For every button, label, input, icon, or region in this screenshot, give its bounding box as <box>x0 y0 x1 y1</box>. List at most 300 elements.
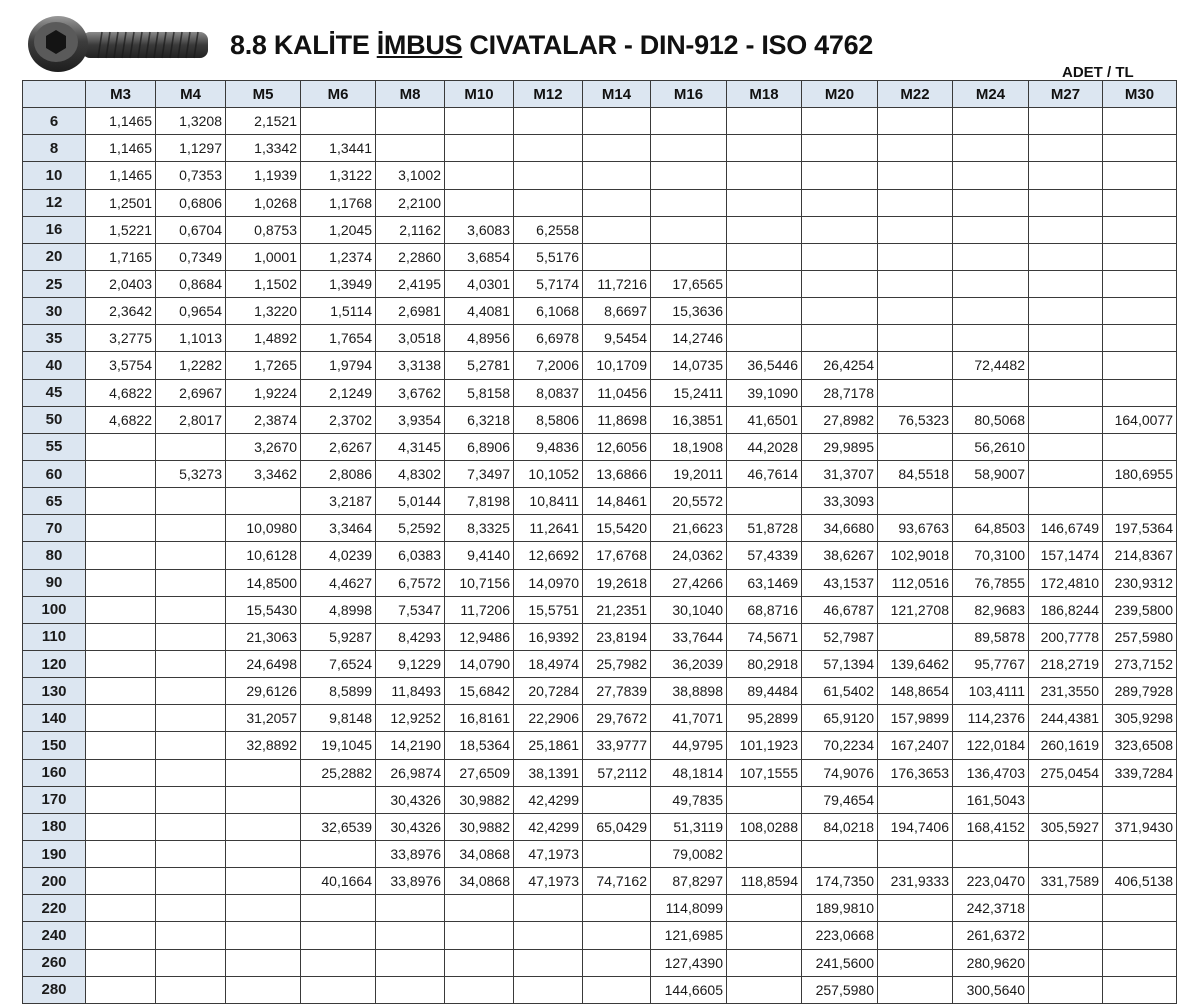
price-cell: 305,9298 <box>1103 705 1177 732</box>
price-cell <box>1029 189 1103 216</box>
price-cell: 1,3342 <box>226 135 301 162</box>
price-cell <box>445 135 514 162</box>
price-cell: 51,3119 <box>651 813 727 840</box>
price-cell <box>878 270 953 297</box>
table-row <box>23 569 1177 596</box>
length-cell: 70 <box>23 515 86 542</box>
price-cell <box>445 189 514 216</box>
price-cell <box>802 135 878 162</box>
price-cell <box>514 135 583 162</box>
length-cell: 260 <box>23 949 86 976</box>
price-cell: 1,1939 <box>226 162 301 189</box>
price-cell: 7,2006 <box>514 352 583 379</box>
price-cell <box>1103 135 1177 162</box>
price-cell <box>1029 488 1103 515</box>
price-cell <box>727 243 802 270</box>
price-cell: 19,2011 <box>651 460 727 487</box>
price-cell <box>878 949 953 976</box>
price-cell <box>1029 786 1103 813</box>
price-cell: 30,4326 <box>376 813 445 840</box>
price-cell: 74,9076 <box>802 759 878 786</box>
price-cell <box>156 488 226 515</box>
price-cell <box>156 732 226 759</box>
price-cell <box>1029 949 1103 976</box>
price-cell <box>86 922 156 949</box>
price-cell <box>445 162 514 189</box>
price-cell <box>1103 325 1177 352</box>
price-cell: 2,2100 <box>376 189 445 216</box>
price-cell: 15,6842 <box>445 678 514 705</box>
price-cell <box>953 135 1029 162</box>
price-cell: 0,6704 <box>156 216 226 243</box>
price-cell <box>301 949 376 976</box>
column-header: M8 <box>376 81 445 108</box>
table-row <box>23 243 1177 270</box>
table-row <box>23 135 1177 162</box>
price-cell: 2,0403 <box>86 270 156 297</box>
price-cell <box>1103 243 1177 270</box>
price-cell <box>878 786 953 813</box>
price-cell: 16,9392 <box>514 623 583 650</box>
price-cell: 0,6806 <box>156 189 226 216</box>
price-cell: 74,5671 <box>727 623 802 650</box>
price-cell: 57,4339 <box>727 542 802 569</box>
price-cell: 3,3462 <box>226 460 301 487</box>
price-cell: 164,0077 <box>1103 406 1177 433</box>
price-cell: 36,5446 <box>727 352 802 379</box>
table-row <box>23 379 1177 406</box>
price-cell: 1,0268 <box>226 189 301 216</box>
price-cell <box>727 298 802 325</box>
price-cell: 56,2610 <box>953 433 1029 460</box>
price-cell: 29,6126 <box>226 678 301 705</box>
price-cell <box>878 488 953 515</box>
price-cell <box>727 976 802 1003</box>
price-cell: 38,8898 <box>651 678 727 705</box>
price-cell <box>878 325 953 352</box>
price-cell: 114,8099 <box>651 895 727 922</box>
price-cell <box>86 976 156 1003</box>
price-cell <box>583 162 651 189</box>
price-cell: 127,4390 <box>651 949 727 976</box>
price-cell: 14,2190 <box>376 732 445 759</box>
price-cell <box>301 976 376 1003</box>
table-row <box>23 433 1177 460</box>
price-cell: 89,5878 <box>953 623 1029 650</box>
price-cell <box>156 542 226 569</box>
price-cell: 29,7672 <box>583 705 651 732</box>
price-cell: 95,7767 <box>953 650 1029 677</box>
price-cell <box>802 325 878 352</box>
price-cell: 5,5176 <box>514 243 583 270</box>
table-row <box>23 460 1177 487</box>
price-cell <box>953 243 1029 270</box>
price-cell: 7,3497 <box>445 460 514 487</box>
price-cell <box>226 840 301 867</box>
price-cell: 5,3273 <box>156 460 226 487</box>
price-cell: 257,5980 <box>802 976 878 1003</box>
price-cell: 3,6762 <box>376 379 445 406</box>
price-cell <box>651 108 727 135</box>
price-cell <box>878 189 953 216</box>
price-cell: 18,4974 <box>514 650 583 677</box>
price-cell <box>156 759 226 786</box>
price-cell: 58,9007 <box>953 460 1029 487</box>
price-cell: 161,5043 <box>953 786 1029 813</box>
price-cell: 14,0735 <box>651 352 727 379</box>
price-cell <box>878 162 953 189</box>
price-cell: 32,6539 <box>301 813 376 840</box>
price-cell <box>878 623 953 650</box>
column-header: M4 <box>156 81 226 108</box>
price-cell <box>86 840 156 867</box>
price-cell: 176,3653 <box>878 759 953 786</box>
table-row <box>23 732 1177 759</box>
price-cell: 4,0301 <box>445 270 514 297</box>
price-cell: 5,0144 <box>376 488 445 515</box>
price-cell <box>301 108 376 135</box>
price-cell: 112,0516 <box>878 569 953 596</box>
price-cell: 1,1465 <box>86 108 156 135</box>
price-cell: 4,4081 <box>445 298 514 325</box>
price-cell: 180,6955 <box>1103 460 1177 487</box>
length-cell: 160 <box>23 759 86 786</box>
price-cell <box>953 270 1029 297</box>
price-cell: 172,4810 <box>1029 569 1103 596</box>
price-cell <box>445 976 514 1003</box>
price-cell: 17,6768 <box>583 542 651 569</box>
price-cell: 34,6680 <box>802 515 878 542</box>
price-cell: 4,6822 <box>86 406 156 433</box>
price-cell: 14,0790 <box>445 650 514 677</box>
price-cell <box>1103 216 1177 243</box>
price-cell: 1,1768 <box>301 189 376 216</box>
price-cell: 339,7284 <box>1103 759 1177 786</box>
header-corner-cell <box>23 81 86 108</box>
price-cell: 30,9882 <box>445 786 514 813</box>
length-cell: 150 <box>23 732 86 759</box>
table-row <box>23 216 1177 243</box>
price-cell: 0,7353 <box>156 162 226 189</box>
price-cell: 3,6083 <box>445 216 514 243</box>
price-cell: 7,8198 <box>445 488 514 515</box>
price-cell: 101,1923 <box>727 732 802 759</box>
price-cell <box>727 840 802 867</box>
price-cell: 48,1814 <box>651 759 727 786</box>
price-cell: 2,3874 <box>226 406 301 433</box>
price-cell: 23,8194 <box>583 623 651 650</box>
table-row <box>23 759 1177 786</box>
price-cell <box>583 216 651 243</box>
price-cell: 2,3642 <box>86 298 156 325</box>
price-cell <box>156 786 226 813</box>
table-row <box>23 705 1177 732</box>
price-cell: 289,7928 <box>1103 678 1177 705</box>
price-cell <box>802 243 878 270</box>
price-cell: 3,9354 <box>376 406 445 433</box>
price-cell <box>1029 352 1103 379</box>
price-cell: 2,8086 <box>301 460 376 487</box>
price-cell <box>1103 162 1177 189</box>
price-cell <box>1029 379 1103 406</box>
price-cell <box>1029 108 1103 135</box>
price-cell: 1,5114 <box>301 298 376 325</box>
price-cell: 9,4140 <box>445 542 514 569</box>
price-cell: 1,4892 <box>226 325 301 352</box>
price-cell: 28,7178 <box>802 379 878 406</box>
price-cell: 30,9882 <box>445 813 514 840</box>
price-cell: 200,7778 <box>1029 623 1103 650</box>
price-cell <box>226 786 301 813</box>
price-cell: 61,5402 <box>802 678 878 705</box>
price-cell <box>953 840 1029 867</box>
price-cell: 5,2592 <box>376 515 445 542</box>
price-cell <box>86 868 156 895</box>
price-cell: 41,6501 <box>727 406 802 433</box>
length-cell: 50 <box>23 406 86 433</box>
price-cell: 6,3218 <box>445 406 514 433</box>
price-cell: 6,1068 <box>514 298 583 325</box>
price-cell: 51,8728 <box>727 515 802 542</box>
price-cell: 139,6462 <box>878 650 953 677</box>
price-cell: 8,0837 <box>514 379 583 406</box>
price-cell <box>376 135 445 162</box>
column-header: M6 <box>301 81 376 108</box>
price-cell: 108,0288 <box>727 813 802 840</box>
price-cell <box>727 895 802 922</box>
price-cell: 46,6787 <box>802 596 878 623</box>
price-cell <box>445 922 514 949</box>
table-row <box>23 108 1177 135</box>
price-cell: 24,6498 <box>226 650 301 677</box>
price-cell: 121,6985 <box>651 922 727 949</box>
length-cell: 200 <box>23 868 86 895</box>
price-cell: 1,1465 <box>86 135 156 162</box>
price-cell: 3,6854 <box>445 243 514 270</box>
price-cell <box>156 813 226 840</box>
price-cell: 168,4152 <box>953 813 1029 840</box>
length-cell: 12 <box>23 189 86 216</box>
price-cell: 6,0383 <box>376 542 445 569</box>
length-cell: 35 <box>23 325 86 352</box>
price-cell <box>86 705 156 732</box>
price-cell: 40,1664 <box>301 868 376 895</box>
price-cell: 1,1013 <box>156 325 226 352</box>
price-cell: 8,5806 <box>514 406 583 433</box>
price-cell: 76,7855 <box>953 569 1029 596</box>
price-cell: 257,5980 <box>1103 623 1177 650</box>
price-cell <box>376 976 445 1003</box>
price-cell <box>86 460 156 487</box>
price-cell: 42,4299 <box>514 786 583 813</box>
price-cell: 44,2028 <box>727 433 802 460</box>
table-row <box>23 895 1177 922</box>
price-cell <box>878 433 953 460</box>
price-cell: 19,2618 <box>583 569 651 596</box>
price-cell <box>301 840 376 867</box>
price-cell <box>156 596 226 623</box>
price-cell <box>583 189 651 216</box>
price-cell: 4,0239 <box>301 542 376 569</box>
price-cell: 22,2906 <box>514 705 583 732</box>
table-row <box>23 678 1177 705</box>
price-cell: 136,4703 <box>953 759 1029 786</box>
price-cell: 4,8956 <box>445 325 514 352</box>
price-cell: 1,2374 <box>301 243 376 270</box>
page-title: 8.8 KALİTE İMBUS CIVATALAR - DIN-912 - ISO 4762 <box>230 30 874 60</box>
price-cell: 122,0184 <box>953 732 1029 759</box>
price-cell <box>727 162 802 189</box>
price-cell: 1,2045 <box>301 216 376 243</box>
price-cell <box>878 840 953 867</box>
price-cell: 239,5800 <box>1103 596 1177 623</box>
price-cell: 6,7572 <box>376 569 445 596</box>
price-cell <box>86 488 156 515</box>
price-cell: 323,6508 <box>1103 732 1177 759</box>
price-cell: 33,7644 <box>651 623 727 650</box>
length-cell: 100 <box>23 596 86 623</box>
price-cell: 1,9224 <box>226 379 301 406</box>
price-cell: 3,2775 <box>86 325 156 352</box>
price-cell: 9,8148 <box>301 705 376 732</box>
price-cell: 4,3145 <box>376 433 445 460</box>
price-cell: 4,4627 <box>301 569 376 596</box>
price-cell: 8,3325 <box>445 515 514 542</box>
price-cell: 89,4484 <box>727 678 802 705</box>
length-cell: 280 <box>23 976 86 1003</box>
price-cell <box>1103 379 1177 406</box>
price-cell <box>878 243 953 270</box>
price-cell: 57,1394 <box>802 650 878 677</box>
price-cell: 25,1861 <box>514 732 583 759</box>
price-cell: 70,3100 <box>953 542 1029 569</box>
price-cell <box>878 352 953 379</box>
price-cell: 34,0868 <box>445 868 514 895</box>
price-cell: 21,2351 <box>583 596 651 623</box>
price-cell <box>727 216 802 243</box>
price-cell: 20,7284 <box>514 678 583 705</box>
length-cell: 140 <box>23 705 86 732</box>
price-cell <box>376 108 445 135</box>
price-cell <box>802 108 878 135</box>
table-row <box>23 162 1177 189</box>
price-cell: 6,6978 <box>514 325 583 352</box>
price-cell: 11,8493 <box>376 678 445 705</box>
price-cell: 3,2670 <box>226 433 301 460</box>
price-cell <box>156 678 226 705</box>
length-cell: 190 <box>23 840 86 867</box>
price-cell <box>1103 352 1177 379</box>
price-cell <box>802 162 878 189</box>
table-row <box>23 270 1177 297</box>
price-cell: 14,0970 <box>514 569 583 596</box>
table-row <box>23 650 1177 677</box>
price-cell: 10,7156 <box>445 569 514 596</box>
price-cell: 26,9874 <box>376 759 445 786</box>
length-cell: 20 <box>23 243 86 270</box>
price-cell <box>583 840 651 867</box>
price-cell: 2,6267 <box>301 433 376 460</box>
price-cell: 8,6697 <box>583 298 651 325</box>
price-cell: 42,4299 <box>514 813 583 840</box>
price-cell: 2,1521 <box>226 108 301 135</box>
price-cell: 118,8594 <box>727 868 802 895</box>
price-cell: 7,5347 <box>376 596 445 623</box>
price-cell: 231,9333 <box>878 868 953 895</box>
price-cell: 189,9810 <box>802 895 878 922</box>
price-cell <box>86 623 156 650</box>
price-cell: 3,3464 <box>301 515 376 542</box>
price-cell: 3,2187 <box>301 488 376 515</box>
table-row <box>23 298 1177 325</box>
price-cell: 30,1040 <box>651 596 727 623</box>
price-cell <box>878 976 953 1003</box>
price-cell: 194,7406 <box>878 813 953 840</box>
column-header: M20 <box>802 81 878 108</box>
table-row <box>23 488 1177 515</box>
price-cell: 2,1162 <box>376 216 445 243</box>
price-cell <box>727 488 802 515</box>
price-cell: 2,1249 <box>301 379 376 406</box>
price-cell: 103,4111 <box>953 678 1029 705</box>
price-cell: 218,2719 <box>1029 650 1103 677</box>
length-cell: 30 <box>23 298 86 325</box>
price-cell <box>86 515 156 542</box>
price-cell <box>727 108 802 135</box>
column-header: M30 <box>1103 81 1177 108</box>
price-cell: 0,8684 <box>156 270 226 297</box>
price-cell: 93,6763 <box>878 515 953 542</box>
price-cell <box>226 895 301 922</box>
length-cell: 180 <box>23 813 86 840</box>
price-cell <box>1029 406 1103 433</box>
price-cell <box>86 949 156 976</box>
price-cell <box>156 895 226 922</box>
price-cell: 2,6967 <box>156 379 226 406</box>
price-cell: 70,2234 <box>802 732 878 759</box>
price-cell <box>376 949 445 976</box>
price-cell: 14,2746 <box>651 325 727 352</box>
price-cell <box>86 650 156 677</box>
table-row <box>23 840 1177 867</box>
price-cell <box>226 759 301 786</box>
price-cell <box>376 922 445 949</box>
price-cell <box>514 108 583 135</box>
price-cell: 6,2558 <box>514 216 583 243</box>
price-cell: 16,8161 <box>445 705 514 732</box>
price-cell: 43,1537 <box>802 569 878 596</box>
price-cell: 3,0518 <box>376 325 445 352</box>
price-cell <box>86 786 156 813</box>
price-cell: 74,7162 <box>583 868 651 895</box>
price-cell: 1,1465 <box>86 162 156 189</box>
table-row <box>23 813 1177 840</box>
price-cell: 10,6128 <box>226 542 301 569</box>
price-cell: 79,0082 <box>651 840 727 867</box>
price-cell: 1,3122 <box>301 162 376 189</box>
price-cell: 261,6372 <box>953 922 1029 949</box>
length-cell: 8 <box>23 135 86 162</box>
price-cell <box>301 922 376 949</box>
price-cell: 11,7216 <box>583 270 651 297</box>
price-cell: 121,2708 <box>878 596 953 623</box>
price-cell: 223,0470 <box>953 868 1029 895</box>
price-cell: 12,9486 <box>445 623 514 650</box>
price-cell <box>301 786 376 813</box>
column-header: M14 <box>583 81 651 108</box>
price-cell <box>878 135 953 162</box>
table-row <box>23 623 1177 650</box>
